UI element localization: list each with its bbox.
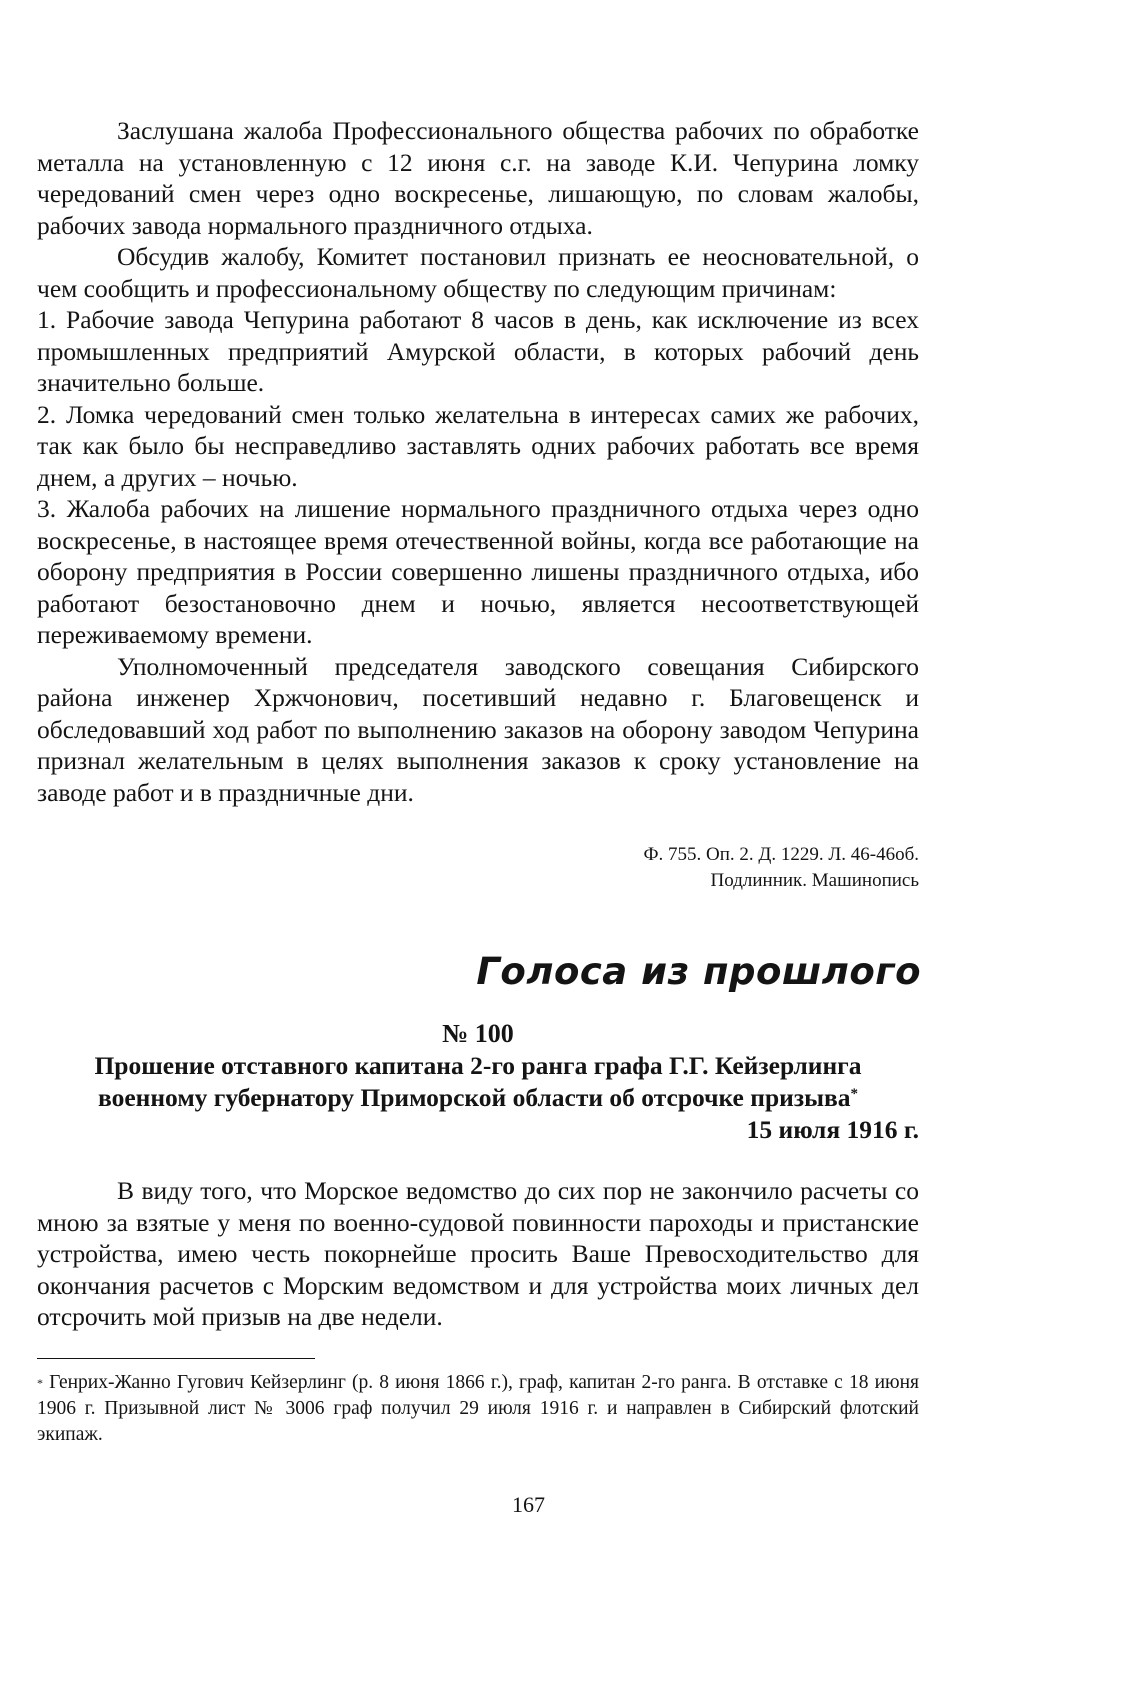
petition-text-block xyxy=(37,1175,919,1333)
reason-2: 2. Ломка чередований смен только желательна в интересах самих же рабочих, так как было бы несправедливо заставлять одних рабочих работать все время днем, а других – ночью. xyxy=(37,399,919,492)
document-title xyxy=(37,1050,919,1114)
archival-reference: Ф. 755. Оп. 2. Д. 1229. Л. 46-46об. xyxy=(643,844,919,865)
section-title: Голоса из прошлого xyxy=(476,950,921,993)
footnote-divider xyxy=(37,1358,315,1359)
document-number: № 100 xyxy=(442,1019,514,1048)
page-number: 167 xyxy=(512,1492,545,1517)
reason-3: 3. Жалоба рабочих на лишение нормального праздничного отдыха через одно воскресенье, в настоящее время отечественной войны, когда все работающие на оборону предприятия в России совершенно лишены праздничного отдыха, ибо работают безостановочно днем и ночью, является несоответствующей переживаемому времени. xyxy=(37,494,919,649)
reason-1: 1. Рабочие завода Чепурина работают 8 часов в день, как исключение из всех промышленных предприятий Амурской области, в которых рабочий день значительно больше. xyxy=(37,305,919,397)
complaint-paragraph: Заслушана жалоба Профессионального общества рабочих по обработке металла на установленную с 12 июня с.г. на заводе К.И. Чепурина ломку чередований смен через одно воскресенье, лишающую, по словам жалобы, рабочих завода нормального праздничного отдыха. xyxy=(37,116,919,240)
document-title-line-2: военному губернатору Приморской области об отсрочке призыва* xyxy=(98,1083,858,1112)
document-title-line-1: Прошение отставного капитана 2-го ранга графа Г.Г. Кейзерлинга xyxy=(94,1051,862,1080)
footnote-text: Генрих-Жанно Гугович Кейзерлинг (р. 8 июня 1866 г.), граф, капитан 2-го ранга. В отставке с 18 июня 1906 г. Призывной лист № 3006 граф получил 29 июля 1916 г. и направлен в Сибирский флотский экипаж. xyxy=(37,1372,919,1445)
inspector-paragraph: Уполномоченный председателя заводского совещания Сибирского района инженер Хржчонович, посетивший недавно г. Благовещенск и обследовавший ход работ по выполнению заказов на оборону заводом Чепурина признал желательным в целях выполнения заказов к сроку установление на заводе работ и в праздничные дни. xyxy=(37,651,919,807)
petition-text: В виду того, что Морское ведомство до сих пор не закончило расчеты со мною за взятые у меня по военно-судовой повинности пароходы и пристанские устройства, имею честь покорнейше просить Ваше Превосходительство для окончания расчетов с Морским ведомством и для устройства моих личных дел отсрочить мой призыв на две недели. xyxy=(37,1176,919,1331)
footnote xyxy=(37,1370,919,1448)
decision-paragraph: Обсудив жалобу, Комитет постановил признать ее неосновательной, о чем сообщить и профессиональному обществу по следующим причинам: xyxy=(37,242,919,303)
footnote-reference-mark[interactable]: * xyxy=(850,1086,858,1102)
protocol-excerpt xyxy=(37,115,919,808)
archival-source xyxy=(644,842,920,894)
document-date: 15 июля 1916 г. xyxy=(746,1115,919,1144)
footnote-mark: * xyxy=(37,1376,43,1390)
document-type-note: Подлинник. Машинопись xyxy=(710,870,919,891)
